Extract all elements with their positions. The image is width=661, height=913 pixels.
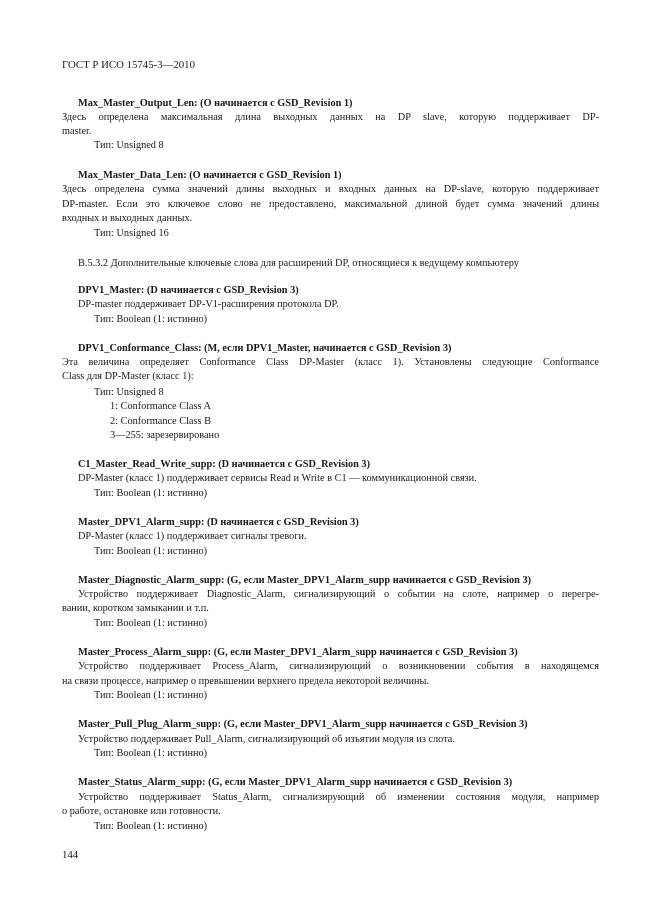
paragraph-line: Устройство поддерживает Process_Alarm, сигнализирующий о возникновении события в находящемся <box>78 661 599 672</box>
type-line: Тип: Boolean (1: истинно) <box>94 314 208 325</box>
type-line: Тип: Boolean (1: истинно) <box>94 748 208 759</box>
type-line: Тип: Unsigned 8 <box>94 387 164 398</box>
heading-dpv1-master: DPV1_Master: (D начинается с GSD_Revision 3) <box>78 285 299 296</box>
heading-master-diagnostic-alarm-supp: Master_Diagnostic_Alarm_supp: (G, если Master_DPV1_Alarm_supp начинается с GSD_Revision 3) <box>78 575 532 586</box>
heading-max-master-data-len: Max_Master_Data_Len: (O начинается с GSD_Revision 1) <box>78 170 342 181</box>
paragraph-line: DP-master. Если это ключевое слово не предоставлено, максимальной длиной будет сумма значений длины <box>62 199 599 210</box>
heading-master-pull-plug-alarm-supp: Master_Pull_Plug_Alarm_supp: (G, если Master_DPV1_Alarm_supp начинается с GSD_Revision 3) <box>78 719 528 730</box>
paragraph-line: вании, коротком замыкании и т.п. <box>62 603 209 614</box>
heading-c1-master-read-write-supp: C1_Master_Read_Write_supp: (D начинается с GSD_Revision 3) <box>78 459 371 470</box>
heading-max-master-output-len: Max_Master_Output_Len: (O начинается с GSD_Revision 1) <box>78 98 353 109</box>
paragraph-line: Здесь определена сумма значений длины выходных и входных данных на DP-slave, которую поддерживает <box>62 184 599 195</box>
page-number: 144 <box>62 849 79 861</box>
paragraph-line: на связи процессе, например о превышении верхнего предела некоторой величины. <box>62 676 430 687</box>
paragraph-line: входных и выходных данных. <box>62 213 193 224</box>
paragraph-line: DP-Master (класс 1) поддерживает сигналы тревоги. <box>78 531 307 542</box>
heading-dpv1-conformance-class: DPV1_Conformance_Class: (M, если DPV1_Master, начинается с GSD_Revision 3) <box>78 343 452 354</box>
paragraph-line: master. <box>62 126 92 137</box>
paragraph-line: Эта величина определяет Conformance Class DP-Master (класс 1). Установлены следующие Conformance <box>62 357 599 368</box>
paragraph-line: Устройство поддерживает Pull_Alarm, сигнализирующий об изъятии модуля из слота. <box>78 734 455 745</box>
heading-master-dpv1-alarm-supp: Master_DPV1_Alarm_supp: (D начинается с GSD_Revision 3) <box>78 517 359 528</box>
paragraph-line: DP-Master (класс 1) поддерживает сервисы Read и Write в C1 — коммуникационной связи. <box>78 473 477 484</box>
paragraph-line: Class для DP-Master (класс 1): <box>62 371 194 382</box>
paragraph-line: DP-master поддерживает DP-V1-расширения протокола DP. <box>78 299 339 310</box>
enum-item: 2: Conformance Class B <box>110 416 211 427</box>
type-line: Тип: Unsigned 16 <box>94 228 169 239</box>
type-line: Тип: Boolean (1: истинно) <box>94 618 208 629</box>
enum-item: 3—255: зарезервировано <box>110 430 220 441</box>
heading-master-status-alarm-supp: Master_Status_Alarm_supp: (G, если Master_DPV1_Alarm_supp начинается с GSD_Revision 3) <box>78 777 513 788</box>
paragraph-line: о работе, остановке или готовности. <box>62 806 221 817</box>
page-header: ГОСТ Р ИСО 15745-3—2010 <box>62 59 195 71</box>
type-line: Тип: Boolean (1: истинно) <box>94 690 208 701</box>
paragraph-line: Устройство поддерживает Diagnostic_Alarm, сигнализирующий о событии на слоте, например о перегре- <box>78 589 599 600</box>
paragraph-line: Здесь определена максимальная длина выходных данных на DP slave, которую поддерживает DP- <box>62 112 599 123</box>
clause-title: В.5.3.2 Дополнительные ключевые слова для расширений DP, относящиеся к ведущему компьютеру <box>78 258 519 269</box>
heading-master-process-alarm-supp: Master_Process_Alarm_supp: (G, если Master_DPV1_Alarm_supp начинается с GSD_Revision 3) <box>78 647 518 658</box>
enum-item: 1: Conformance Class A <box>110 401 211 412</box>
type-line: Тип: Boolean (1: истинно) <box>94 821 208 832</box>
type-line: Тип: Boolean (1: истинно) <box>94 488 208 499</box>
type-line: Тип: Boolean (1: истинно) <box>94 546 208 557</box>
type-line: Тип: Unsigned 8 <box>94 140 164 151</box>
paragraph-line: Устройство поддерживает Status_Alarm, сигнализирующий об изменении состояния модуля, например <box>78 792 599 803</box>
